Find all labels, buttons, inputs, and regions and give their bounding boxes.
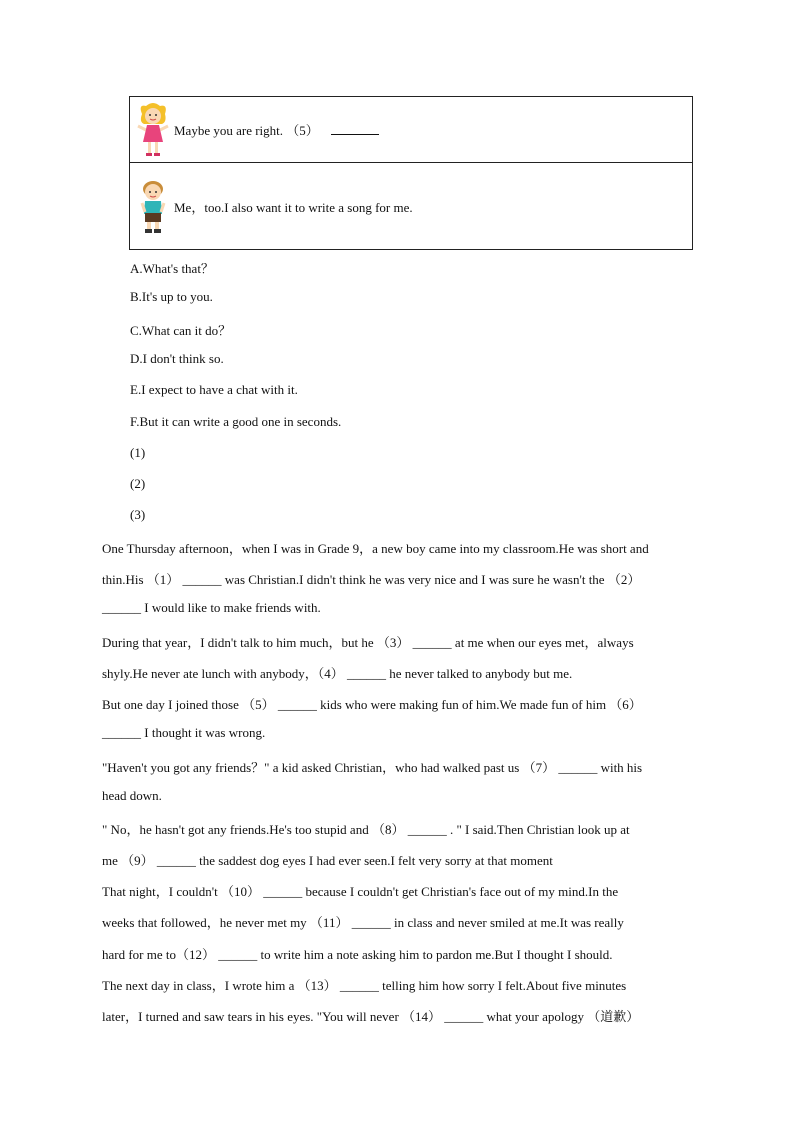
answer-number-3: (3) [130,507,146,522]
dialog-table [129,96,693,250]
option-a: A.What's that？ [130,261,214,276]
passage-line-10: " No，he hasn't got any friends.He's too stupid and （8） ______ . " I said.Then Christian look up at [102,822,630,837]
passage-line-2: thin.His （1） ______ was Christian.I didn't think he was very nice and I was sure he wasn't the （2） [102,572,641,587]
passage-line-4: During that year，I didn't talk to him much，but he （3） ______ at me when our eyes met，always [102,635,634,650]
girl-avatar-icon [134,100,172,160]
answer-number-1: (1) [130,445,146,460]
passage-line-11: me （9） ______ the saddest dog eyes I had ever seen.I felt very sorry at that moment [102,853,553,868]
option-d: D.I don't think so. [130,351,224,366]
passage-line-6: But one day I joined those （5） ______ kids who were making fun of him.We made fun of him （6） [102,697,642,712]
passage-line-13: weeks that followed，he never met my （11） ______ in class and never smiled at me.It was really [102,915,624,930]
boy-avatar-icon [134,173,172,239]
option-c: C.What can it do？ [130,323,232,338]
option-e: E.I expect to have a chat with it. [130,382,298,397]
girl-line: Maybe you are right. （5） [174,120,379,139]
passage-line-1: One Thursday afternoon，when I was in Grade 9，a new boy came into my classroom.He was short and [102,541,649,556]
passage-line-5: shyly.He never ate lunch with anybody，（4） ______ he never talked to anybody but me. [102,666,573,681]
answer-number-2: (2) [130,476,146,491]
passage-line-8: "Haven't you got any friends？" a kid asked Christian，who had walked past us （7） ______ with his [102,760,643,775]
passage-line-9: head down. [102,788,162,803]
passage-line-7: ______ I thought it was wrong. [102,725,266,740]
passage-line-3: ______ I would like to make friends with. [102,600,321,615]
dialog-row-boy [130,163,692,249]
passage-line-12: That night，I couldn't （10） ______ because I couldn't get Christian's face out of my mind.In the [102,884,619,899]
answer-blank-5[interactable] [331,122,379,135]
passage-line-15: The next day in class，I wrote him a （13） ______ telling him how sorry I felt.About five minutes [102,978,627,993]
dialog-row-girl [130,97,692,163]
passage-line-14: hard for me to（12） ______ to write him a note asking him to pardon me.But I thought I should. [102,947,613,962]
boy-line: Me，too.I also want it to write a song for me. [174,199,413,215]
passage-line-16: later，I turned and saw tears in his eyes. "You will never （14） ______ what your apology （道歉） [102,1009,640,1024]
option-f: F.But it can write a good one in seconds. [130,414,342,429]
option-b: B.It's up to you. [130,289,213,304]
